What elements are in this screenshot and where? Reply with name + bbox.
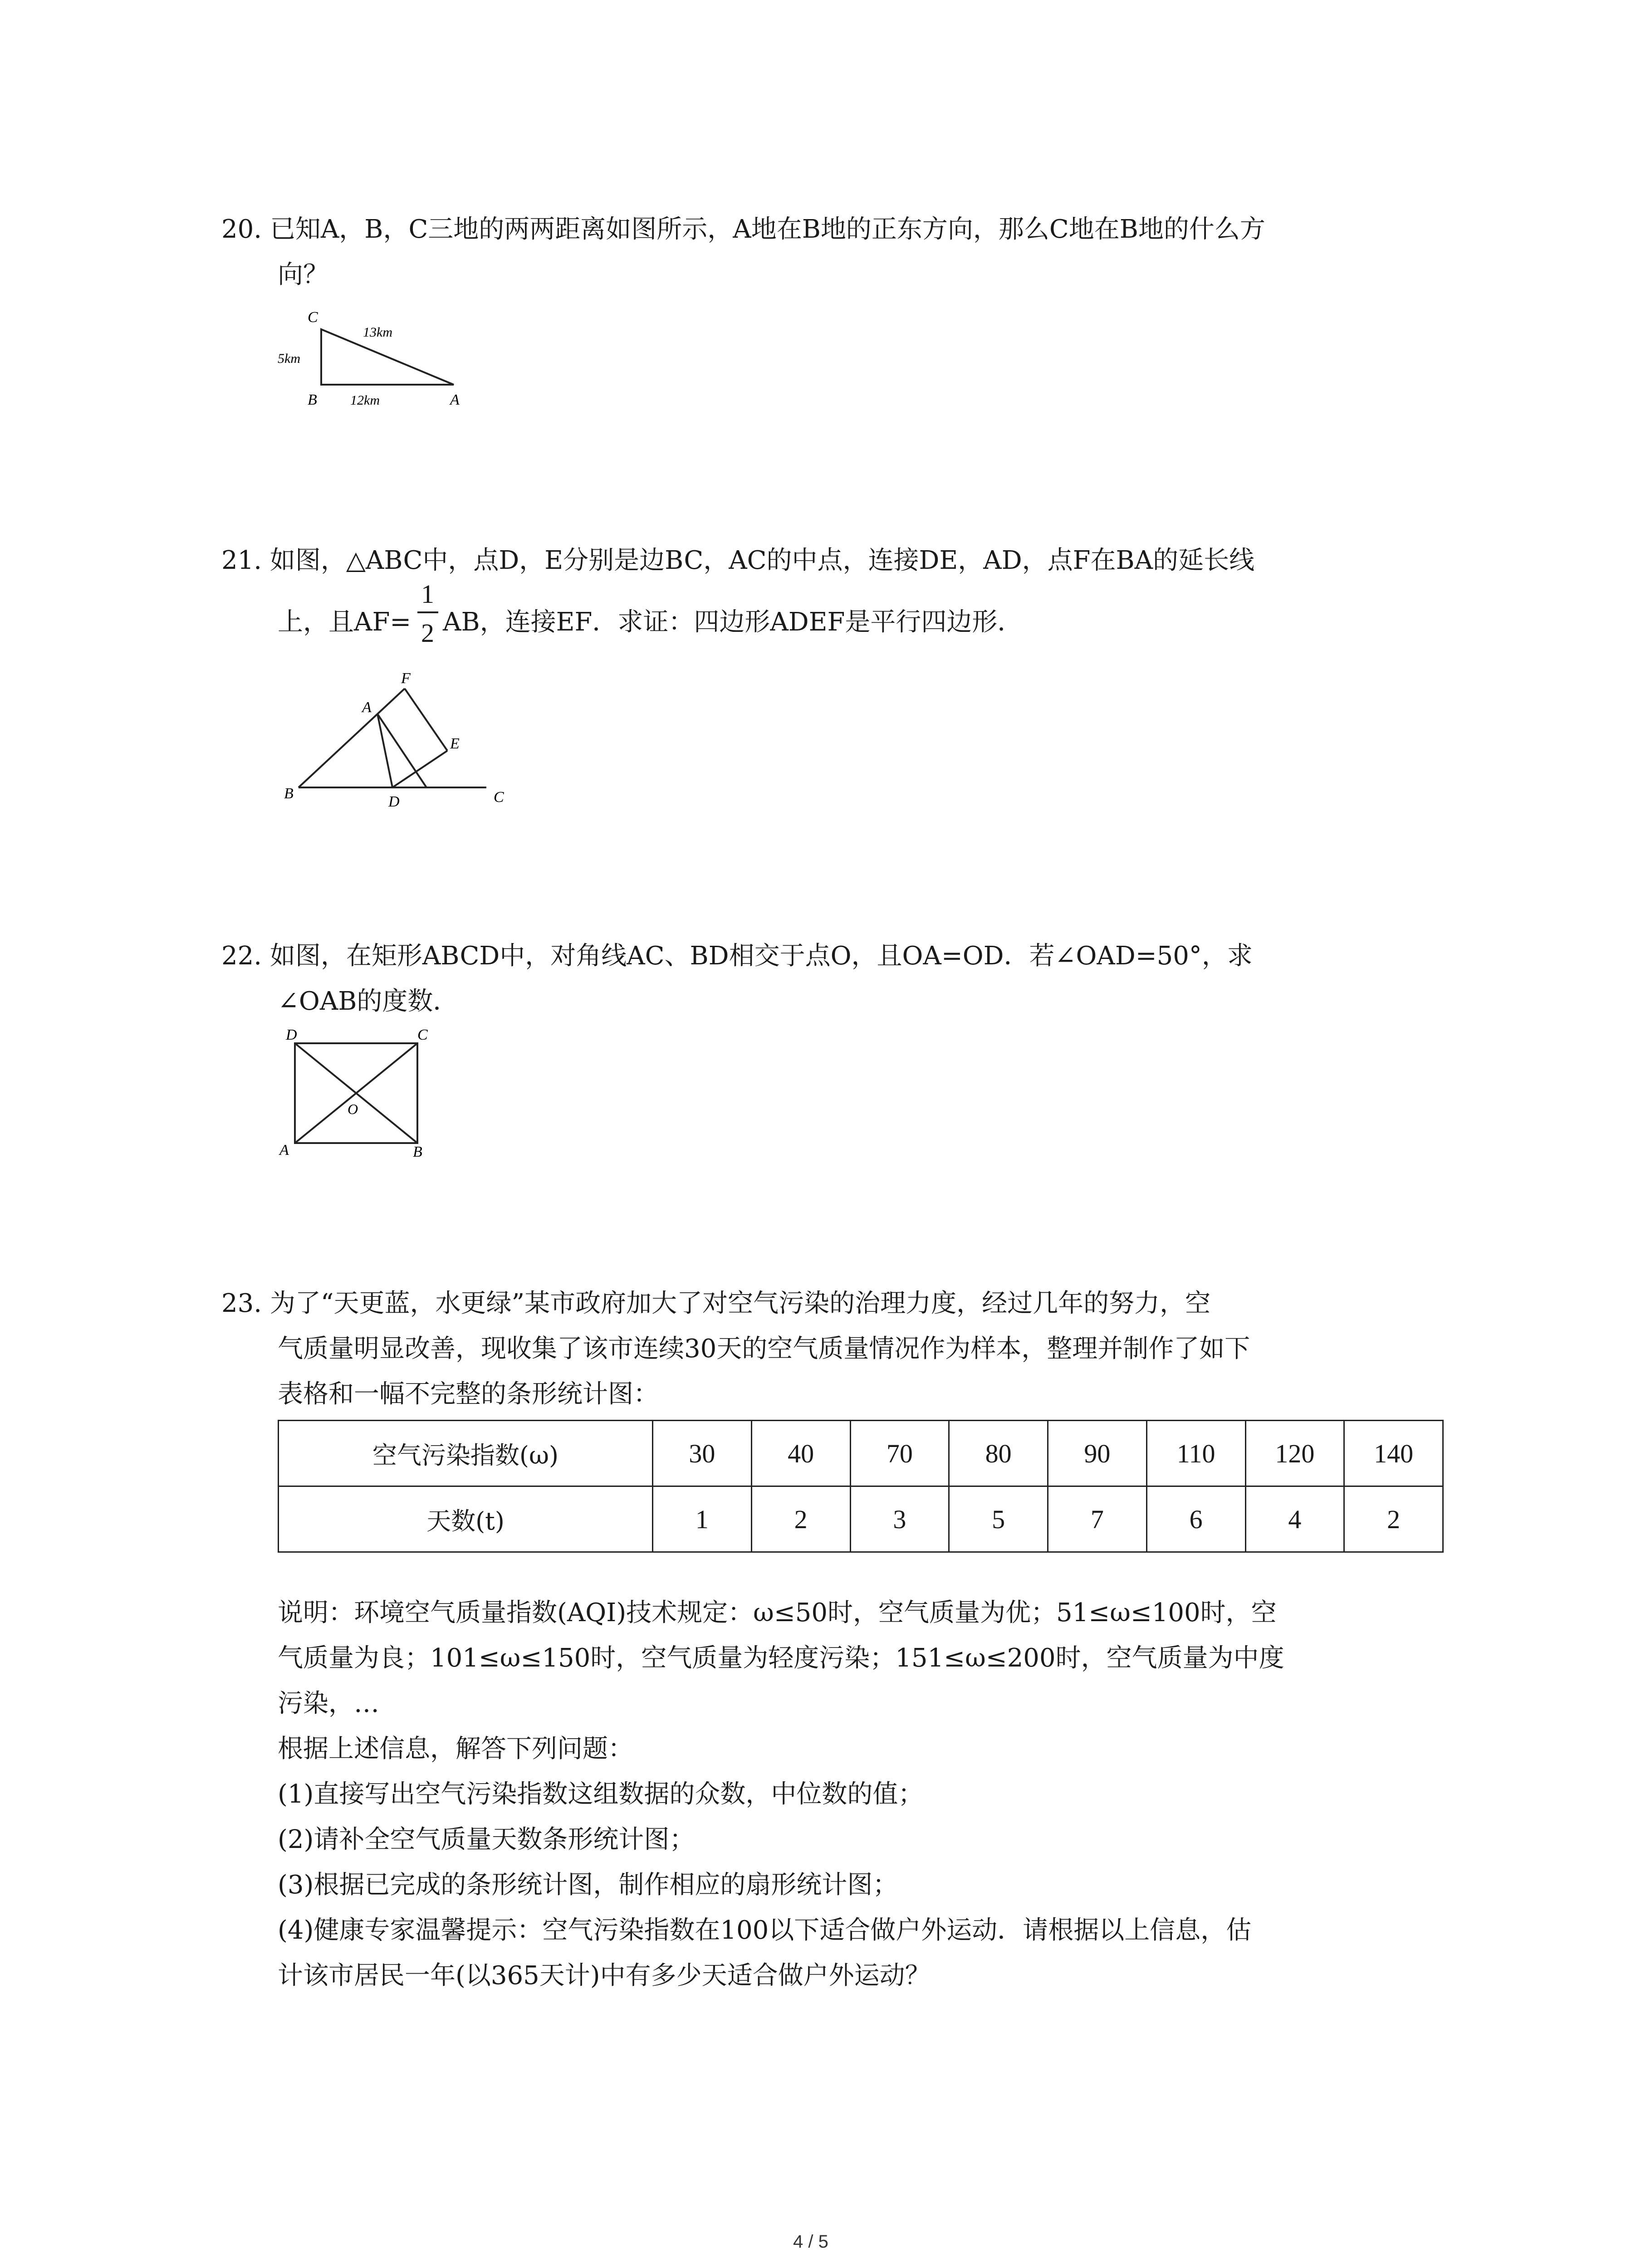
table-cell: 2 <box>1344 1486 1443 1552</box>
q23-note-line2: 气质量为良；101≤ω≤150时，空气质量为轻度污染；151≤ω≤200时，空气质量为中度 <box>278 1643 1284 1673</box>
fraction-bar <box>417 611 438 613</box>
page-number: 4 / 5 <box>793 2232 828 2252</box>
table-cell: 120 <box>1245 1421 1344 1486</box>
row-label-index: 空气污染指数(ω) <box>279 1421 653 1486</box>
q23-part4-line2: 计该市居民一年(以365天计)中有多少天适合做户外运动？ <box>278 1961 931 1990</box>
label-a: A <box>279 1142 289 1158</box>
q23-part1: (1)直接写出空气污染指数这组数据的众数，中位数的值； <box>278 1779 924 1809</box>
segment-de <box>392 751 447 787</box>
q23-intro: 根据上述信息，解答下列问题： <box>278 1734 633 1764</box>
q22-rectangle-figure <box>272 1025 454 1161</box>
label-c: C <box>494 789 504 806</box>
fraction-denominator: 2 <box>421 618 434 648</box>
label-cb-length: 5km <box>278 351 300 366</box>
table-cell: 90 <box>1048 1421 1147 1486</box>
q22-text-line1: 22. 如图，在矩形ABCD中，对角线AC、BD相交于点O，且OA=OD．若∠OAD=50°，求 <box>221 941 1253 971</box>
q21-triangle-figure <box>272 653 535 816</box>
q20-text-line1: 20. 已知A，B，C三地的两两距离如图所示，A地在B地的正东方向，那么C地在B地的什么方 <box>221 215 1265 244</box>
table-cell: 1 <box>653 1486 752 1552</box>
label-f: F <box>401 670 411 687</box>
q23-part4-line1: (4)健康专家温馨提示：空气污染指数在100以下适合做户外运动．请根据以上信息，估 <box>278 1916 1252 1945</box>
q23-part2: (2)请补全空气质量天数条形统计图； <box>278 1825 695 1854</box>
q23-note-line1: 说明：环境空气质量指数(AQI)技术规定：ω≤50时，空气质量为优；51≤ω≤100时，空 <box>278 1598 1277 1628</box>
label-d: D <box>388 793 400 810</box>
table-cell: 140 <box>1344 1421 1443 1486</box>
label-d: D <box>286 1026 297 1043</box>
table-cell: 80 <box>949 1421 1048 1486</box>
q21-text-line2-pre: 上，且AF= <box>278 607 411 637</box>
label-a: A <box>450 391 460 408</box>
table-cell: 2 <box>751 1486 850 1552</box>
fraction-numerator: 1 <box>421 579 434 609</box>
q20-text-line2: 向？ <box>278 260 328 289</box>
label-b: B <box>308 391 317 408</box>
table-cell: 40 <box>751 1421 850 1486</box>
q22-text-line2: ∠OAB的度数． <box>278 987 459 1016</box>
q23-text-line1: 23. 为了“天更蓝，水更绿”某市政府加大了对空气污染的治理力度，经过几年的努力，空 <box>221 1289 1211 1318</box>
q21-text-line2-post: AB，连接EF．求证：四边形ADEF是平行四边形． <box>443 607 1023 637</box>
table-cell: 6 <box>1146 1486 1245 1552</box>
aqi-data-table <box>278 1420 1444 1553</box>
table-cell: 4 <box>1245 1486 1344 1552</box>
table-row-days <box>279 1486 1443 1552</box>
label-c: C <box>308 309 318 326</box>
q23-part3: (3)根据已完成的条形统计图，制作相应的扇形统计图； <box>278 1870 898 1900</box>
label-c: C <box>417 1026 428 1043</box>
row-label-days: 天数(t) <box>279 1486 653 1552</box>
q23-text-line2: 气质量明显改善，现收集了该市连续30天的空气质量情况作为样本，整理并制作了如下 <box>278 1334 1250 1364</box>
label-e: E <box>450 735 460 752</box>
table-cell: 3 <box>850 1486 949 1552</box>
q21-text-line1: 21. 如图，△ABC中，点D，E分别是边BC，AC的中点，连接DE，AD，点F在BA的延长线 <box>221 546 1255 575</box>
q20-triangle-figure <box>272 299 490 417</box>
label-b: B <box>284 785 294 802</box>
label-ba-length: 12km <box>350 393 380 408</box>
table-cell: 30 <box>653 1421 752 1486</box>
label-a: A <box>362 699 372 716</box>
label-ca-length: 13km <box>363 325 392 340</box>
label-o: O <box>348 1101 358 1117</box>
segment-af <box>377 689 405 714</box>
table-cell: 7 <box>1048 1486 1147 1552</box>
segment-ba <box>299 714 377 787</box>
q23-text-line3: 表格和一幅不完整的条形统计图： <box>278 1379 659 1409</box>
table-cell: 70 <box>850 1421 949 1486</box>
table-row-index <box>279 1421 1443 1486</box>
table-cell: 5 <box>949 1486 1048 1552</box>
label-b: B <box>413 1144 422 1160</box>
q23-note-line3: 污染，… <box>278 1689 379 1718</box>
table-cell: 110 <box>1146 1421 1245 1486</box>
segment-fe <box>405 689 447 751</box>
